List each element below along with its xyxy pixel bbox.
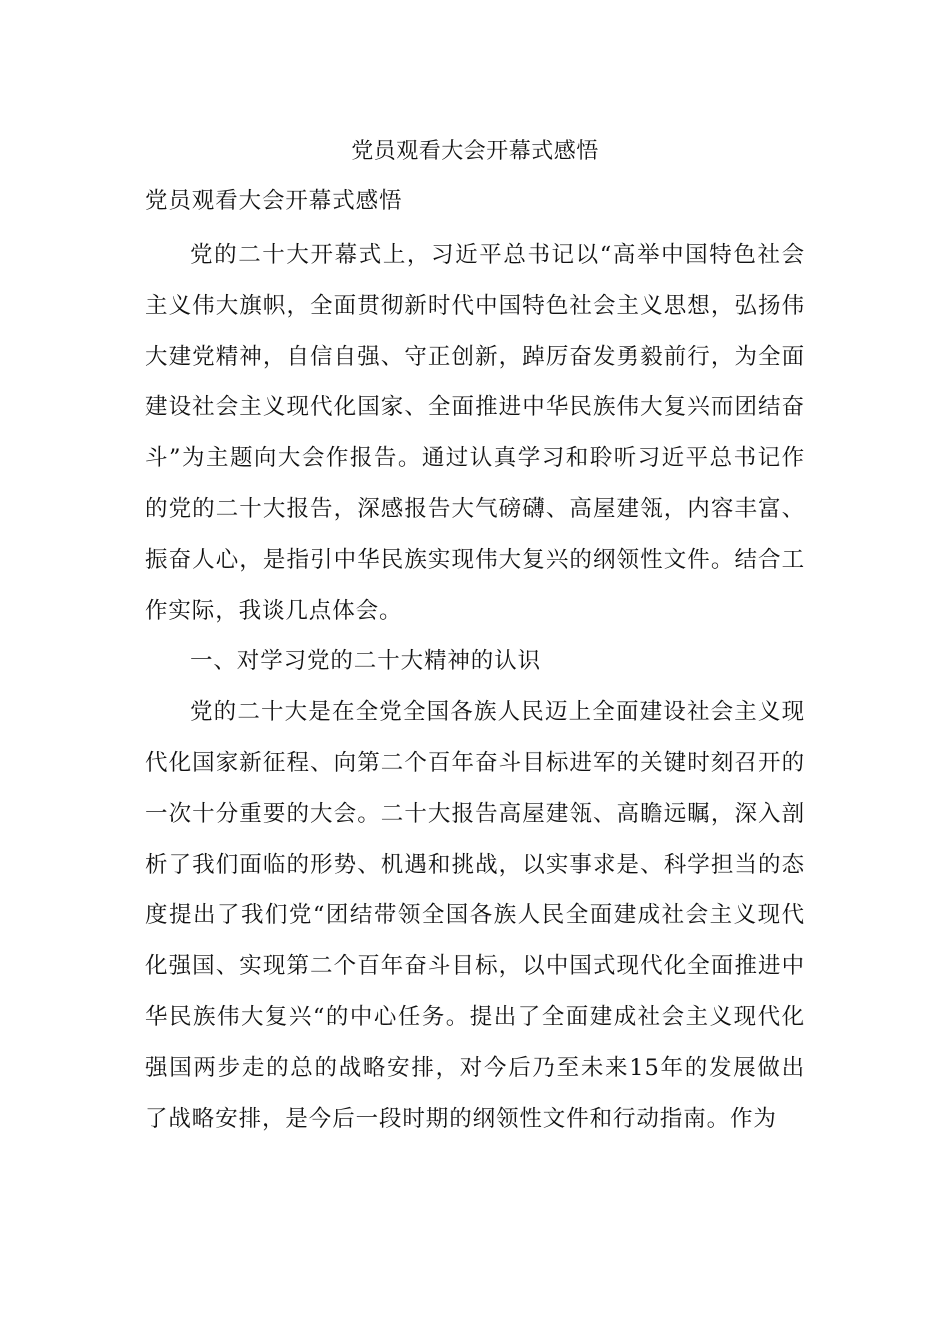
document-subtitle: 党员观看大会开幕式感悟 (145, 188, 403, 214)
section-heading-1: 一、对学习党的二十大精神的认识 (190, 648, 542, 675)
document-title: 党员观看大会开幕式感悟 (351, 139, 599, 164)
document-body (145, 180, 805, 1144)
paragraph-section-1: 党的二十大是在全党全国各族人民迈上全面建设社会主义现代化国家新征程、向第二个百年奋斗目标进军的关键时刻召开的一次十分重要的大会。二十大报告高屋建瓴、高瞻远瞩，深入剖析了我们面临的形势、机遇和挑战，以实事求是、科学担当的态度提出了我们党“团结带领全国各族人民全面建成社会主义现代化强国、实现第二个百年奋斗目标，以中国式现代化全面推进中华民族伟大复兴“的中心任务。提出了全面建成社会主义现代化强国两步走的总的战略安排，对今后乃至未来15年的发展做出了战略安排，是今后一段时期的纲领性文件和行动指南。作为 (145, 699, 805, 1132)
paragraph-opening: 党的二十大开幕式上，习近平总书记以“高举中国特色社会主义伟大旗帜，全面贯彻新时代中国特色社会主义思想，弘扬伟大建党精神，自信自强、守正创新，踔厉奋发勇毅前行，为全面建设社会主义现代化国家、全面推进中华民族伟大复兴而团结奋斗”为主题向大会作报告。通过认真学习和聆听习近平总书记作的党的二十大报告，深感报告大气磅礴、高屋建瓴，内容丰富、振奋人心，是指引中华民族实现伟大复兴的纲领性文件。结合工作实际，我谈几点体会。 (145, 242, 805, 624)
